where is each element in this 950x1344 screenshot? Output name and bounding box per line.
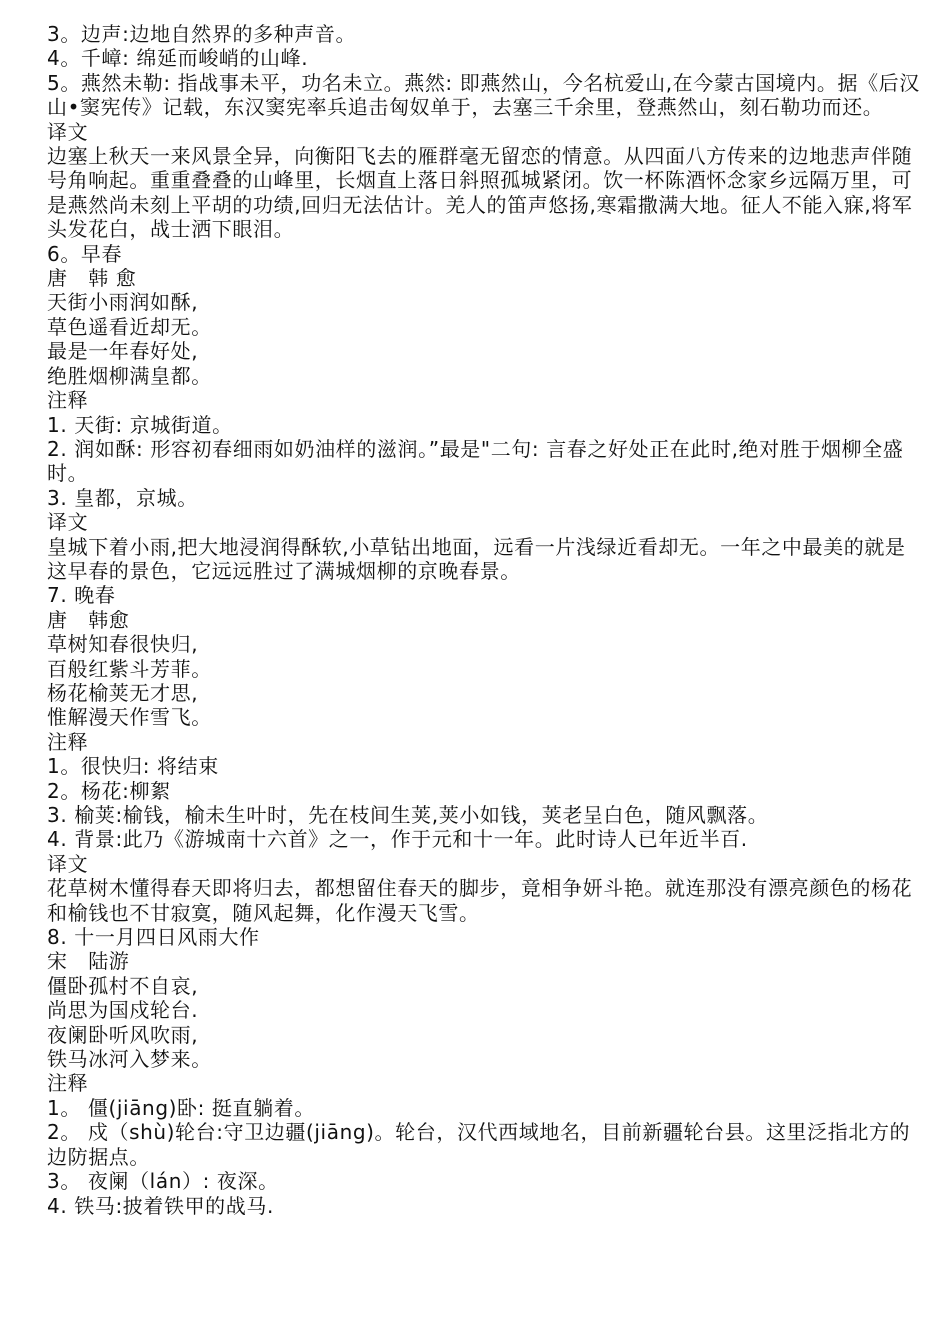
translation-paragraph: 皇城下着小雨,把大地浸润得酥软,小草钻出地面，远看一片浅绿近看却无。一年之中最美的就是这早春的景色，它远远胜过了满城烟柳的京晚春景。 — [47, 534, 906, 583]
poem-author: 唐 韩 愈 — [47, 266, 137, 291]
poem-author: 唐 韩愈 — [47, 607, 130, 632]
poem-line: 草树知春很快归, — [47, 632, 199, 657]
section-heading: 译文 — [47, 119, 89, 144]
note-line: 2。杨花:柳絮 — [47, 778, 171, 803]
poem-title: 7. 晚春 — [47, 583, 116, 608]
poem-line: 百般红紫斗芳菲。 — [47, 656, 212, 681]
note-line: 1。 僵(jiāng)卧: 挺直躺着。 — [47, 1095, 315, 1120]
note-line: 4。千嶂: 绵延而峻峭的山峰. — [47, 46, 309, 71]
note-line: 4. 铁马:披着铁甲的战马. — [47, 1193, 274, 1218]
poem-line: 绝胜烟柳满皇都。 — [47, 363, 212, 388]
poem-author: 宋 陆游 — [47, 949, 130, 974]
note-line: 3. 皇都，京城。 — [47, 485, 198, 510]
note-line: 3. 榆荚:榆钱，榆未生叶时，先在枝间生荚,荚小如钱，荚老呈白色，随风飘落。 — [47, 803, 769, 827]
note-line: 1. 天街: 京城街道。 — [47, 412, 233, 437]
poem-line: 僵卧孤村不自哀, — [47, 973, 199, 998]
note-line: 2。 戍（shù)轮台:守卫边疆(jiāng)。轮台，汉代西域地名，目前新疆轮台县。这里泛指北方的边防据点。 — [47, 1120, 911, 1169]
poem-line: 草色遥看近却无。 — [47, 314, 212, 339]
section-heading: 注释 — [47, 1071, 89, 1096]
poem-line: 天街小雨润如酥, — [47, 290, 199, 315]
poem-line: 最是一年春好处, — [47, 339, 199, 364]
section-heading: 注释 — [47, 729, 89, 754]
note-line: 2. 润如酥: 形容初春细雨如奶油样的滋润。”最是"二句: 言春之好处正在此时,绝对胜于烟柳全盛时。 — [47, 436, 904, 486]
note-line: 3。 夜阑（lán）: 夜深。 — [47, 1169, 279, 1194]
section-heading: 译文 — [47, 851, 89, 876]
translation-paragraph: 边塞上秋天一来风景全异，向衡阳飞去的雁群毫无留恋的情意。从四面八方传来的边地悲声伴随号角响起。重重叠叠的山峰里，长烟直上落日斜照孤城紧闭。饮一杯陈酒怀念家乡远隔万里，可是燕然尚未刻上平胡的功绩,回归无法估计。羌人的笛声悠扬,寒霜撒满大地。征人不能入寐,将军头发花白，战士洒下眼泪。 — [47, 144, 913, 242]
section-heading: 译文 — [47, 510, 89, 535]
note-line: 5。燕然未勒: 指战事未平，功名未立。燕然: 即燕然山，今名杭爱山,在今蒙古国境内。据《后汉山•窦宪传》记载，东汉窦宪率兵追击匈奴单于，去塞三千余里，登燕然山，刻石勒功而还。 — [47, 70, 920, 120]
section-heading: 注释 — [47, 388, 89, 413]
note-line: 4. 背景:此乃《游城南十六首》之一，作于元和十一年。此时诗人已年近半百. — [47, 827, 748, 852]
poem-title: 8. 十一月四日风雨大作 — [47, 925, 260, 950]
poem-line: 惟解漫天作雪飞。 — [47, 705, 212, 730]
poem-title: 6。早春 — [47, 241, 123, 266]
note-line: 1。很快归: 将结束 — [47, 754, 219, 779]
poem-line: 夜阑卧听风吹雨, — [47, 1022, 199, 1047]
note-line: 3。边声:边地自然界的多种声音。 — [47, 22, 357, 46]
poem-line: 尚思为国戍轮台. — [47, 998, 199, 1023]
translation-paragraph: 花草树木懂得春天即将归去，都想留住春天的脚步，竟相争妍斗艳。就连那没有漂亮颜色的杨花和榆钱也不甘寂寞，随风起舞，化作漫天飞雪。 — [47, 876, 913, 925]
poem-line: 铁马冰河入梦来。 — [47, 1047, 212, 1072]
poem-line: 杨花榆荚无才思, — [47, 680, 199, 705]
